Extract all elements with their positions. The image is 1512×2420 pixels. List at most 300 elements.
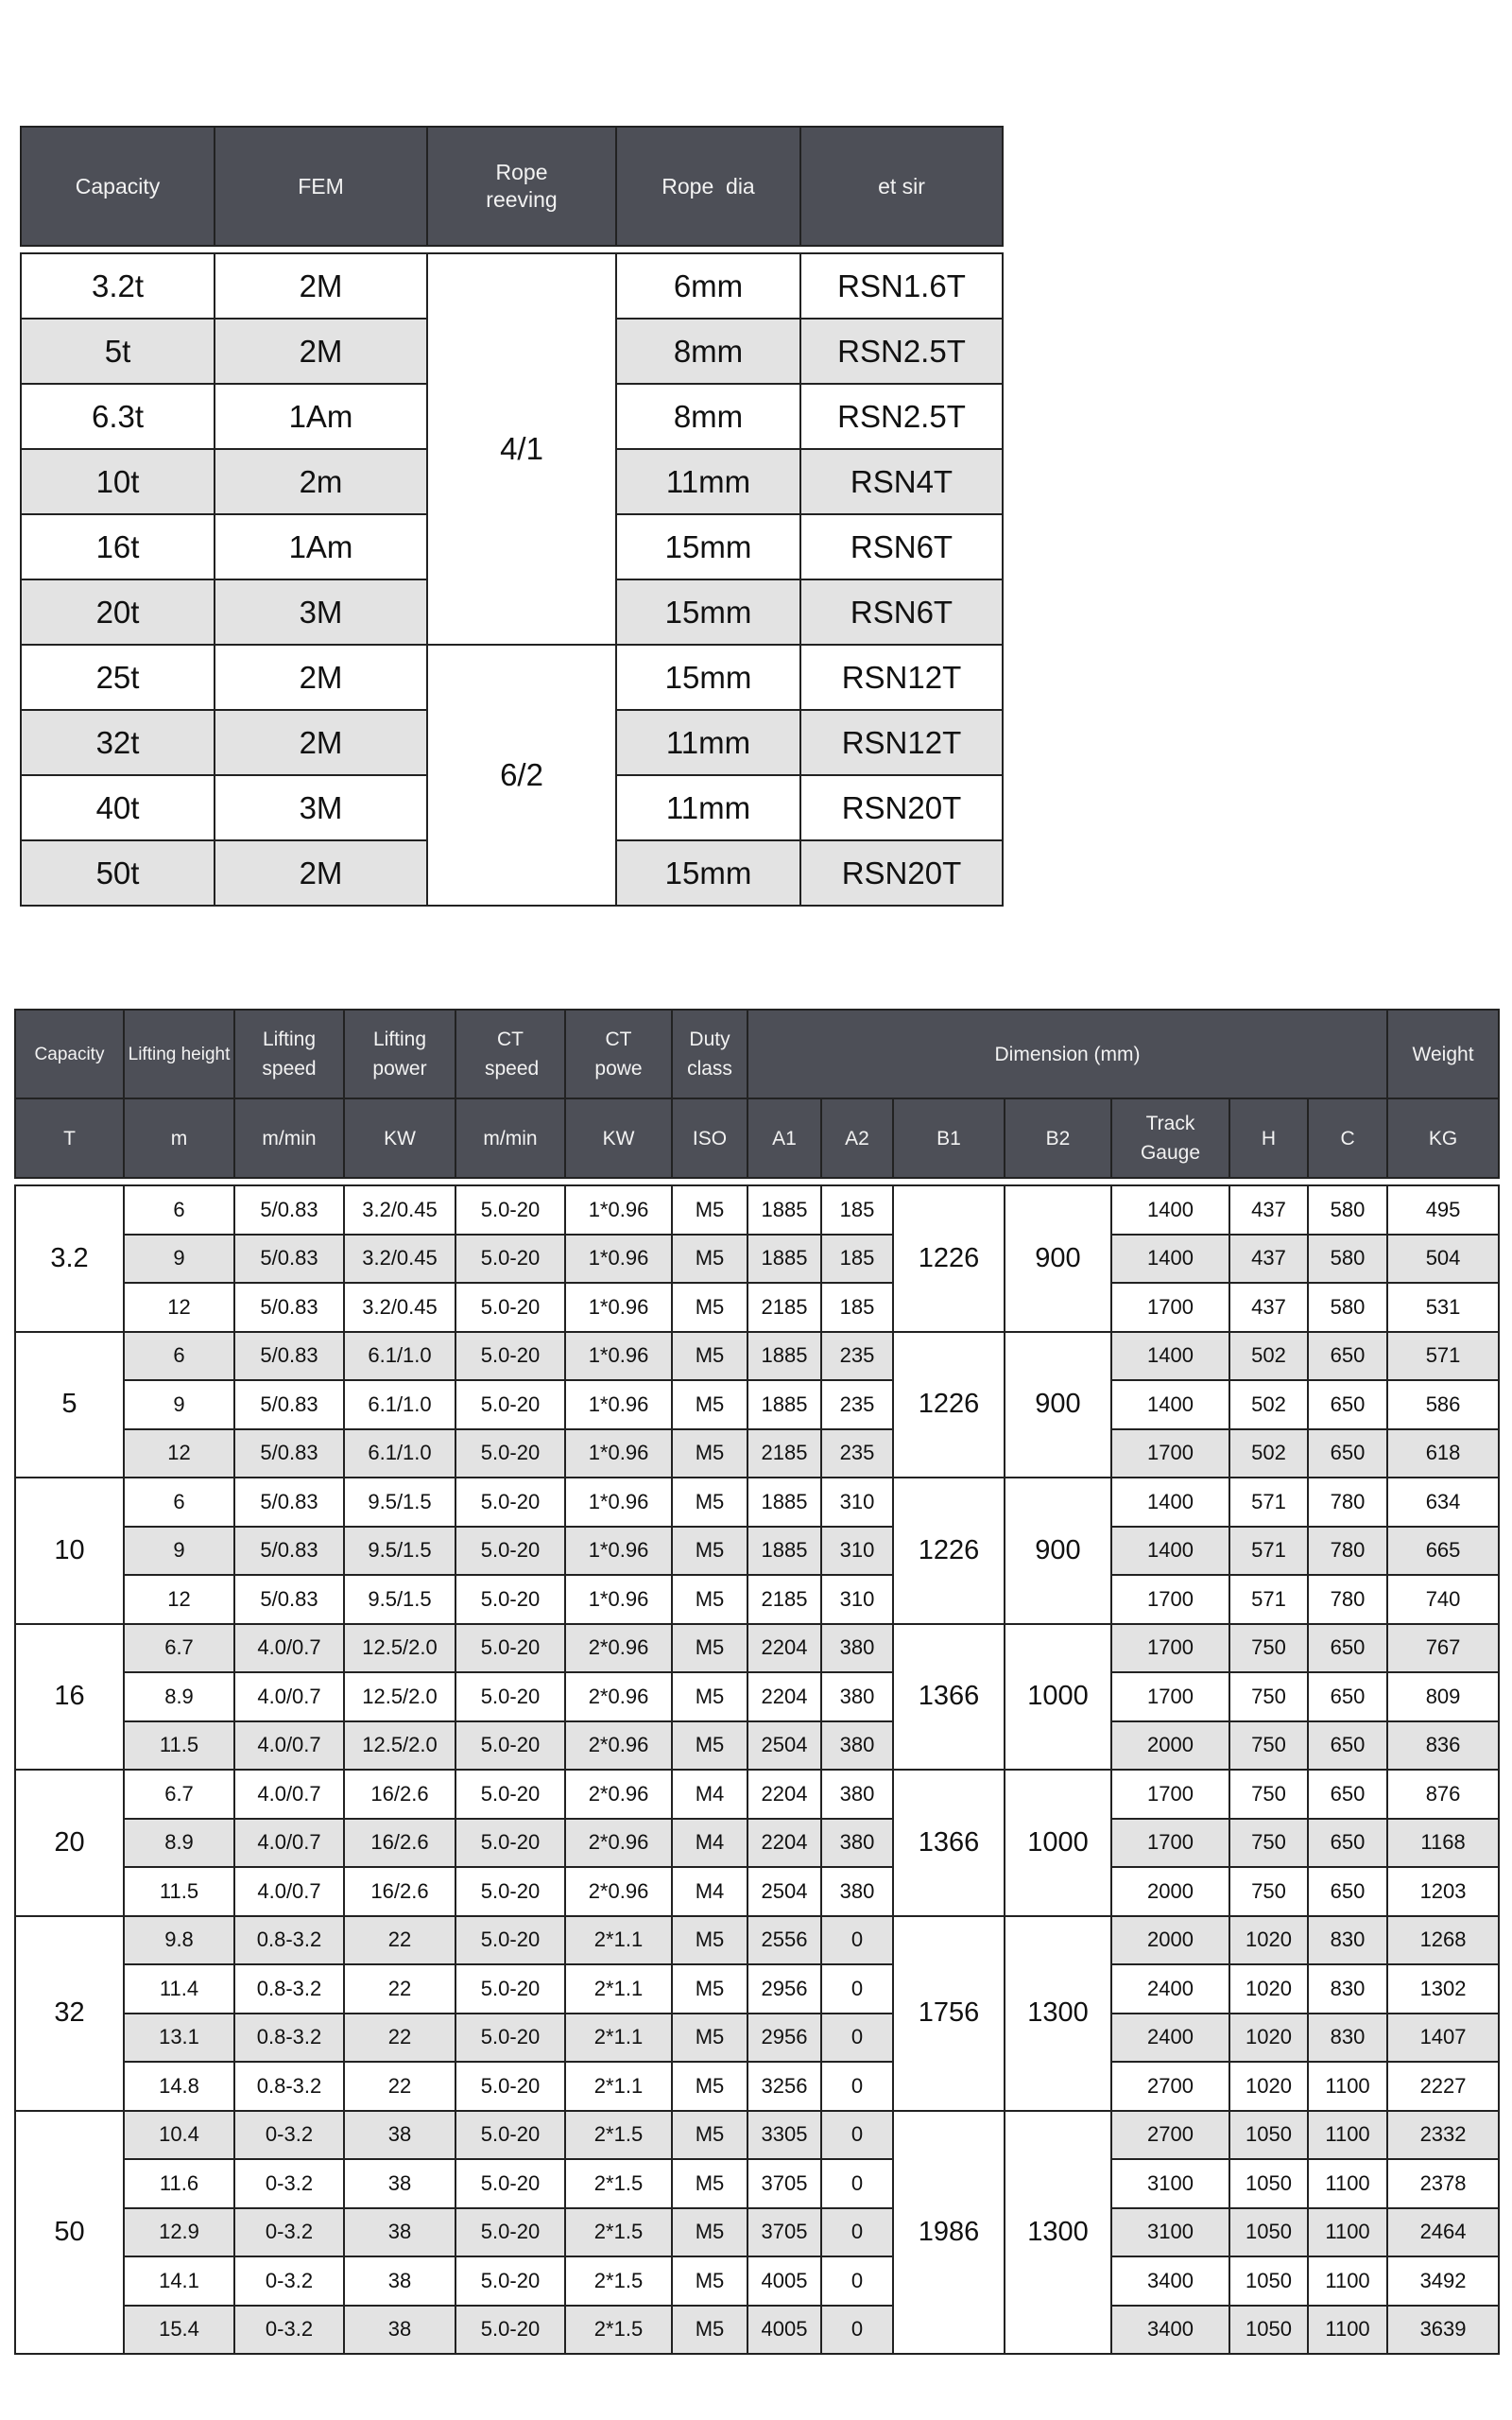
weight-cell: 3639: [1387, 2306, 1499, 2355]
model-cell: RSN2.5T: [800, 319, 1003, 384]
c-cell: 650: [1308, 1429, 1387, 1478]
weight-cell: 531: [1387, 1283, 1499, 1332]
c-cell: 650: [1308, 1721, 1387, 1771]
a2-cell: 0: [821, 2159, 893, 2208]
capacity-cell: 25t: [21, 645, 215, 710]
b1-cell: 1226: [893, 1478, 1005, 1624]
capacity-cell: 6.3t: [21, 384, 215, 449]
header-model: et sir: [800, 127, 1003, 246]
ct-power-cell: 1*0.96: [565, 1478, 672, 1527]
unit-lifting-power: KW: [344, 1098, 455, 1178]
table-row: [15, 1819, 1499, 1868]
lifting-speed-cell: 0-3.2: [234, 2256, 344, 2306]
header-lifting-speed: Lifting speed: [234, 1010, 344, 1098]
h-cell: 1050: [1229, 2306, 1308, 2355]
a2-cell: 185: [821, 1185, 893, 1235]
a1-cell: 1885: [747, 1380, 821, 1429]
rope-hoist-selection-table: [20, 126, 1004, 907]
ct-power-cell: 2*1.5: [565, 2111, 672, 2160]
duty-class-cell: M4: [672, 1770, 747, 1819]
ct-speed-cell: 5.0-20: [455, 1624, 565, 1673]
capacity-cell: 20t: [21, 579, 215, 645]
ct-speed-cell: 5.0-20: [455, 1235, 565, 1284]
ct-power-cell: 2*1.5: [565, 2256, 672, 2306]
lifting-power-cell: 6.1/1.0: [344, 1332, 455, 1381]
lifting-speed-cell: 4.0/0.7: [234, 1721, 344, 1771]
table-row: [15, 1770, 1499, 1819]
fem-cell: 2M: [215, 253, 427, 319]
table-row: [15, 1478, 1499, 1527]
c-cell: 580: [1308, 1283, 1387, 1332]
h-cell: 1020: [1229, 1916, 1308, 1965]
a2-cell: 0: [821, 2256, 893, 2306]
a1-cell: 1885: [747, 1527, 821, 1576]
lifting-speed-cell: 5/0.83: [234, 1283, 344, 1332]
model-cell: RSN12T: [800, 710, 1003, 775]
c-cell: 580: [1308, 1185, 1387, 1235]
lifting-speed-cell: 5/0.83: [234, 1478, 344, 1527]
capacity-cell: 10t: [21, 449, 215, 514]
c-cell: 780: [1308, 1527, 1387, 1576]
h-cell: 1050: [1229, 2111, 1308, 2160]
weight-cell: 2332: [1387, 2111, 1499, 2160]
track-gauge-cell: 2400: [1111, 2014, 1229, 2063]
capacity-group-cell: 50: [15, 2111, 124, 2355]
lifting-power-cell: 38: [344, 2256, 455, 2306]
b1-cell: 1986: [893, 2111, 1005, 2355]
lifting-speed-cell: 5/0.83: [234, 1332, 344, 1381]
b2-cell: 1300: [1005, 1916, 1111, 2111]
h-cell: 1020: [1229, 1964, 1308, 2014]
ct-power-cell: 1*0.96: [565, 1380, 672, 1429]
a1-cell: 2956: [747, 2014, 821, 2063]
lifting-power-cell: 16/2.6: [344, 1867, 455, 1916]
weight-cell: 618: [1387, 1429, 1499, 1478]
lifting-speed-cell: 0.8-3.2: [234, 1964, 344, 2014]
a2-cell: 0: [821, 2111, 893, 2160]
c-cell: 830: [1308, 1964, 1387, 2014]
h-cell: 437: [1229, 1185, 1308, 1235]
lifting-height-cell: 6: [124, 1332, 234, 1381]
ct-speed-cell: 5.0-20: [455, 2062, 565, 2111]
track-gauge-cell: 1700: [1111, 1770, 1229, 1819]
h-cell: 1050: [1229, 2256, 1308, 2306]
capacity-cell: 32t: [21, 710, 215, 775]
a2-cell: 0: [821, 2306, 893, 2355]
ct-speed-cell: 5.0-20: [455, 1867, 565, 1916]
lifting-speed-cell: 4.0/0.7: [234, 1672, 344, 1721]
capacity-group-cell: 5: [15, 1332, 124, 1478]
a2-cell: 310: [821, 1527, 893, 1576]
ct-speed-cell: 5.0-20: [455, 1380, 565, 1429]
h-cell: 571: [1229, 1575, 1308, 1624]
lifting-height-cell: 13.1: [124, 2014, 234, 2063]
lifting-speed-cell: 0.8-3.2: [234, 2062, 344, 2111]
header-ct-speed: CT speed: [455, 1010, 565, 1098]
duty-class-cell: M5: [672, 1624, 747, 1673]
header-b1: B1: [893, 1098, 1005, 1178]
lifting-speed-cell: 4.0/0.7: [234, 1770, 344, 1819]
lifting-height-cell: 9: [124, 1235, 234, 1284]
b1-cell: 1366: [893, 1770, 1005, 1916]
b2-cell: 900: [1005, 1185, 1111, 1332]
capacity-cell: 50t: [21, 840, 215, 906]
lifting-speed-cell: 5/0.83: [234, 1575, 344, 1624]
a1-cell: 1885: [747, 1478, 821, 1527]
a1-cell: 3705: [747, 2159, 821, 2208]
model-cell: RSN6T: [800, 579, 1003, 645]
lifting-power-cell: 12.5/2.0: [344, 1721, 455, 1771]
h-cell: 750: [1229, 1624, 1308, 1673]
table-row: [15, 1527, 1499, 1576]
track-gauge-cell: 2000: [1111, 1916, 1229, 1965]
a2-cell: 380: [821, 1721, 893, 1771]
weight-cell: 876: [1387, 1770, 1499, 1819]
ct-power-cell: 2*0.96: [565, 1867, 672, 1916]
c-cell: 1100: [1308, 2062, 1387, 2111]
table2-header-row-2: [15, 1098, 1499, 1178]
a1-cell: 2504: [747, 1867, 821, 1916]
a2-cell: 0: [821, 2208, 893, 2257]
fem-cell: 3M: [215, 579, 427, 645]
c-cell: 580: [1308, 1235, 1387, 1284]
weight-cell: 2464: [1387, 2208, 1499, 2257]
duty-class-cell: M5: [672, 2111, 747, 2160]
capacity-group-cell: 10: [15, 1478, 124, 1624]
ct-speed-cell: 5.0-20: [455, 2256, 565, 2306]
weight-cell: 809: [1387, 1672, 1499, 1721]
lifting-power-cell: 3.2/0.45: [344, 1283, 455, 1332]
weight-cell: 767: [1387, 1624, 1499, 1673]
a2-cell: 235: [821, 1380, 893, 1429]
a1-cell: 1885: [747, 1185, 821, 1235]
track-gauge-cell: 1700: [1111, 1672, 1229, 1721]
lifting-speed-cell: 5/0.83: [234, 1235, 344, 1284]
c-cell: 650: [1308, 1624, 1387, 1673]
capacity-group-cell: 3.2: [15, 1185, 124, 1332]
a2-cell: 185: [821, 1235, 893, 1284]
lifting-height-cell: 12.9: [124, 2208, 234, 2257]
c-cell: 1100: [1308, 2111, 1387, 2160]
table-row: [15, 2111, 1499, 2160]
h-cell: 437: [1229, 1235, 1308, 1284]
track-gauge-cell: 1400: [1111, 1185, 1229, 1235]
c-cell: 650: [1308, 1672, 1387, 1721]
c-cell: 780: [1308, 1575, 1387, 1624]
c-cell: 650: [1308, 1819, 1387, 1868]
h-cell: 1020: [1229, 2014, 1308, 2063]
ct-power-cell: 1*0.96: [565, 1527, 672, 1576]
header-capacity: Capacity: [15, 1010, 124, 1098]
table-row: [15, 2208, 1499, 2257]
rope-dia-cell: 15mm: [616, 645, 800, 710]
a1-cell: 3305: [747, 2111, 821, 2160]
rope-dia-cell: 11mm: [616, 710, 800, 775]
track-gauge-cell: 1700: [1111, 1429, 1229, 1478]
lifting-power-cell: 3.2/0.45: [344, 1235, 455, 1284]
lifting-power-cell: 9.5/1.5: [344, 1478, 455, 1527]
track-gauge-cell: 1700: [1111, 1819, 1229, 1868]
duty-class-cell: M5: [672, 1964, 747, 2014]
b2-cell: 900: [1005, 1478, 1111, 1624]
track-gauge-cell: 1400: [1111, 1332, 1229, 1381]
lifting-speed-cell: 0.8-3.2: [234, 1916, 344, 1965]
track-gauge-cell: 1700: [1111, 1624, 1229, 1673]
header-duty-class: Duty class: [672, 1010, 747, 1098]
lifting-speed-cell: 5/0.83: [234, 1429, 344, 1478]
h-cell: 1050: [1229, 2159, 1308, 2208]
fem-cell: 2M: [215, 710, 427, 775]
a1-cell: 2204: [747, 1624, 821, 1673]
ct-power-cell: 1*0.96: [565, 1235, 672, 1284]
a1-cell: 2185: [747, 1429, 821, 1478]
c-cell: 1100: [1308, 2306, 1387, 2355]
table-row: [15, 2256, 1499, 2306]
lifting-height-cell: 9: [124, 1527, 234, 1576]
header-h: H: [1229, 1098, 1308, 1178]
h-cell: 571: [1229, 1527, 1308, 1576]
lifting-height-cell: 6: [124, 1185, 234, 1235]
c-cell: 830: [1308, 2014, 1387, 2063]
fem-cell: 2m: [215, 449, 427, 514]
weight-cell: 634: [1387, 1478, 1499, 1527]
c-cell: 650: [1308, 1332, 1387, 1381]
weight-cell: 586: [1387, 1380, 1499, 1429]
lifting-height-cell: 11.6: [124, 2159, 234, 2208]
c-cell: 780: [1308, 1478, 1387, 1527]
rope-dia-cell: 11mm: [616, 775, 800, 840]
lifting-height-cell: 11.5: [124, 1867, 234, 1916]
lifting-speed-cell: 4.0/0.7: [234, 1867, 344, 1916]
track-gauge-cell: 1400: [1111, 1527, 1229, 1576]
h-cell: 502: [1229, 1380, 1308, 1429]
lifting-speed-cell: 0-3.2: [234, 2111, 344, 2160]
header-lifting-power: Lifting power: [344, 1010, 455, 1098]
lifting-height-cell: 11.5: [124, 1721, 234, 1771]
h-cell: 502: [1229, 1332, 1308, 1381]
lifting-height-cell: 9: [124, 1380, 234, 1429]
a2-cell: 310: [821, 1478, 893, 1527]
b2-cell: 1000: [1005, 1770, 1111, 1916]
hoist-spec-table: [14, 1009, 1500, 2355]
lifting-height-cell: 14.8: [124, 2062, 234, 2111]
duty-class-cell: M5: [672, 1283, 747, 1332]
duty-class-cell: M5: [672, 1721, 747, 1771]
table-row: [15, 2014, 1499, 2063]
unit-capacity: T: [15, 1098, 124, 1178]
table-row: [15, 2306, 1499, 2355]
table2-header-row-1: [15, 1010, 1499, 1098]
ct-power-cell: 1*0.96: [565, 1332, 672, 1381]
rope-dia-cell: 15mm: [616, 840, 800, 906]
ct-speed-cell: 5.0-20: [455, 1770, 565, 1819]
ct-power-cell: 2*1.5: [565, 2306, 672, 2355]
model-cell: RSN20T: [800, 775, 1003, 840]
rope-dia-cell: 15mm: [616, 514, 800, 579]
h-cell: 502: [1229, 1429, 1308, 1478]
lifting-height-cell: 12: [124, 1283, 234, 1332]
model-cell: RSN4T: [800, 449, 1003, 514]
lifting-power-cell: 16/2.6: [344, 1819, 455, 1868]
lifting-power-cell: 6.1/1.0: [344, 1429, 455, 1478]
lifting-power-cell: 16/2.6: [344, 1770, 455, 1819]
lifting-speed-cell: 0-3.2: [234, 2208, 344, 2257]
lifting-speed-cell: 0-3.2: [234, 2306, 344, 2355]
lifting-height-cell: 6.7: [124, 1770, 234, 1819]
lifting-power-cell: 22: [344, 1964, 455, 2014]
lifting-height-cell: 8.9: [124, 1819, 234, 1868]
lifting-height-cell: 10.4: [124, 2111, 234, 2160]
a1-cell: 1885: [747, 1332, 821, 1381]
track-gauge-cell: 1700: [1111, 1283, 1229, 1332]
header-a2: A2: [821, 1098, 893, 1178]
a2-cell: 0: [821, 1916, 893, 1965]
b1-cell: 1226: [893, 1185, 1005, 1332]
table-row: [15, 2159, 1499, 2208]
track-gauge-cell: 2000: [1111, 1721, 1229, 1771]
fem-cell: 2M: [215, 645, 427, 710]
a2-cell: 235: [821, 1429, 893, 1478]
track-gauge-cell: 1400: [1111, 1235, 1229, 1284]
ct-speed-cell: 5.0-20: [455, 1721, 565, 1771]
h-cell: 750: [1229, 1672, 1308, 1721]
c-cell: 650: [1308, 1867, 1387, 1916]
a1-cell: 2956: [747, 1964, 821, 2014]
track-gauge-cell: 3100: [1111, 2208, 1229, 2257]
lifting-power-cell: 6.1/1.0: [344, 1380, 455, 1429]
table-row: [21, 253, 1003, 319]
c-cell: 650: [1308, 1770, 1387, 1819]
a1-cell: 3705: [747, 2208, 821, 2257]
weight-cell: 836: [1387, 1721, 1499, 1771]
lifting-power-cell: 38: [344, 2159, 455, 2208]
ct-power-cell: 2*1.1: [565, 2062, 672, 2111]
a2-cell: 185: [821, 1283, 893, 1332]
ct-speed-cell: 5.0-20: [455, 1672, 565, 1721]
table-row: [15, 2062, 1499, 2111]
weight-cell: 740: [1387, 1575, 1499, 1624]
ct-power-cell: 2*0.96: [565, 1819, 672, 1868]
weight-cell: 1302: [1387, 1964, 1499, 2014]
duty-class-cell: M5: [672, 2208, 747, 2257]
duty-class-cell: M5: [672, 1527, 747, 1576]
table-row: [21, 645, 1003, 710]
fem-cell: 1Am: [215, 384, 427, 449]
model-cell: RSN2.5T: [800, 384, 1003, 449]
table-row: [15, 1916, 1499, 1965]
table1-header-row: [21, 127, 1003, 246]
duty-class-cell: M5: [672, 2014, 747, 2063]
track-gauge-cell: 1700: [1111, 1575, 1229, 1624]
lifting-height-cell: 14.1: [124, 2256, 234, 2306]
fem-cell: 3M: [215, 775, 427, 840]
track-gauge-cell: 3100: [1111, 2159, 1229, 2208]
table-row: [15, 1867, 1499, 1916]
b1-cell: 1366: [893, 1624, 1005, 1771]
lifting-power-cell: 38: [344, 2306, 455, 2355]
h-cell: 571: [1229, 1478, 1308, 1527]
rope-dia-cell: 11mm: [616, 449, 800, 514]
duty-class-cell: M5: [672, 1332, 747, 1381]
unit-ct-speed: m/min: [455, 1098, 565, 1178]
a1-cell: 2556: [747, 1916, 821, 1965]
duty-class-cell: M5: [672, 2062, 747, 2111]
header-weight: Weight: [1387, 1010, 1499, 1098]
a1-cell: 2204: [747, 1819, 821, 1868]
ct-speed-cell: 5.0-20: [455, 1185, 565, 1235]
a2-cell: 235: [821, 1332, 893, 1381]
ct-speed-cell: 5.0-20: [455, 1819, 565, 1868]
lifting-speed-cell: 5/0.83: [234, 1380, 344, 1429]
unit-weight: KG: [1387, 1098, 1499, 1178]
a1-cell: 2185: [747, 1283, 821, 1332]
a1-cell: 2204: [747, 1770, 821, 1819]
table-row: [15, 1575, 1499, 1624]
weight-cell: 504: [1387, 1235, 1499, 1284]
ct-power-cell: 2*1.5: [565, 2159, 672, 2208]
track-gauge-cell: 2000: [1111, 1867, 1229, 1916]
lifting-power-cell: 9.5/1.5: [344, 1527, 455, 1576]
ct-speed-cell: 5.0-20: [455, 1332, 565, 1381]
lifting-power-cell: 38: [344, 2208, 455, 2257]
capacity-group-cell: 32: [15, 1916, 124, 2111]
unit-duty-class: ISO: [672, 1098, 747, 1178]
ct-power-cell: 1*0.96: [565, 1185, 672, 1235]
a2-cell: 380: [821, 1770, 893, 1819]
model-cell: RSN20T: [800, 840, 1003, 906]
track-gauge-cell: 1400: [1111, 1380, 1229, 1429]
c-cell: 1100: [1308, 2208, 1387, 2257]
fem-cell: 1Am: [215, 514, 427, 579]
ct-power-cell: 1*0.96: [565, 1283, 672, 1332]
ct-speed-cell: 5.0-20: [455, 1429, 565, 1478]
ct-speed-cell: 5.0-20: [455, 2111, 565, 2160]
ct-power-cell: 2*1.5: [565, 2208, 672, 2257]
model-cell: RSN6T: [800, 514, 1003, 579]
capacity-cell: 16t: [21, 514, 215, 579]
track-gauge-cell: 2400: [1111, 1964, 1229, 2014]
a2-cell: 0: [821, 1964, 893, 2014]
lifting-height-cell: 12: [124, 1429, 234, 1478]
ct-speed-cell: 5.0-20: [455, 1283, 565, 1332]
duty-class-cell: M5: [672, 1672, 747, 1721]
track-gauge-cell: 2700: [1111, 2062, 1229, 2111]
b2-cell: 900: [1005, 1332, 1111, 1478]
a1-cell: 1885: [747, 1235, 821, 1284]
header-b2: B2: [1005, 1098, 1111, 1178]
rope-dia-cell: 15mm: [616, 579, 800, 645]
ct-power-cell: 2*1.1: [565, 1964, 672, 2014]
table-row: [15, 1380, 1499, 1429]
ct-power-cell: 2*0.96: [565, 1770, 672, 1819]
h-cell: 1050: [1229, 2208, 1308, 2257]
lifting-power-cell: 3.2/0.45: [344, 1185, 455, 1235]
duty-class-cell: M5: [672, 1380, 747, 1429]
weight-cell: 495: [1387, 1185, 1499, 1235]
lifting-power-cell: 9.5/1.5: [344, 1575, 455, 1624]
c-cell: 650: [1308, 1380, 1387, 1429]
table-row: [15, 1185, 1499, 1235]
ct-speed-cell: 5.0-20: [455, 1478, 565, 1527]
track-gauge-cell: 2700: [1111, 2111, 1229, 2160]
unit-ct-power: KW: [565, 1098, 672, 1178]
weight-cell: 1168: [1387, 1819, 1499, 1868]
c-cell: 830: [1308, 1916, 1387, 1965]
a1-cell: 4005: [747, 2306, 821, 2355]
ct-speed-cell: 5.0-20: [455, 1527, 565, 1576]
h-cell: 750: [1229, 1770, 1308, 1819]
lifting-speed-cell: 0-3.2: [234, 2159, 344, 2208]
